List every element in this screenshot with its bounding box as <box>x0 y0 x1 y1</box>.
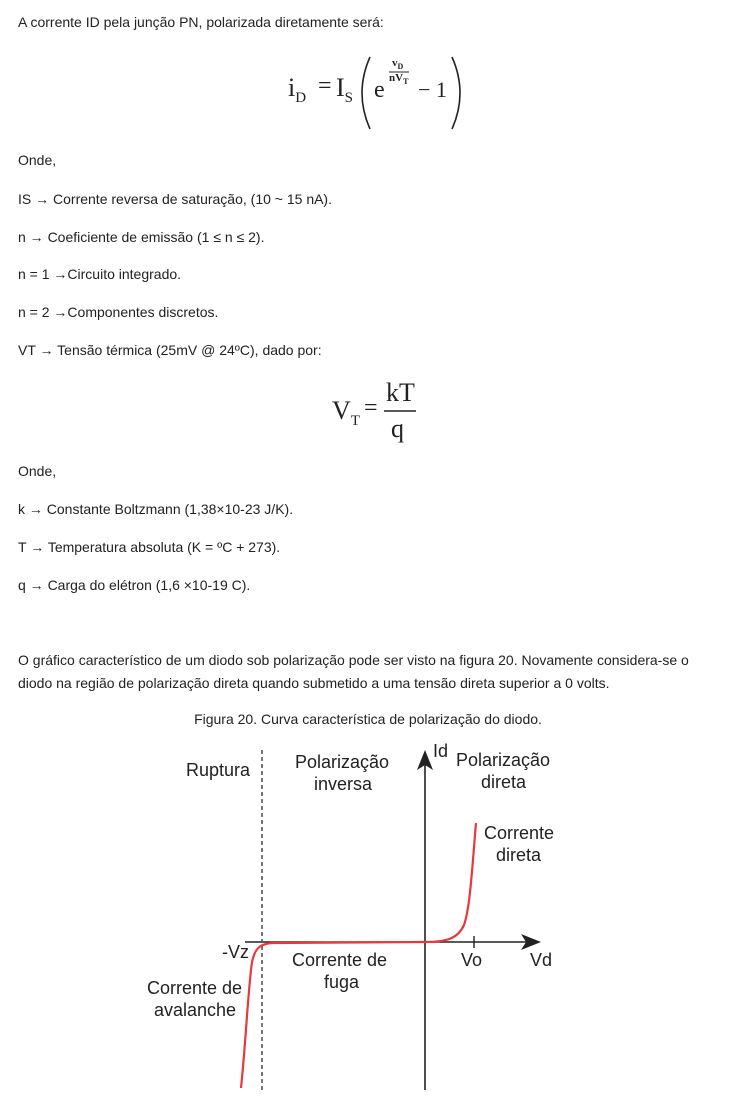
label-corrente-avalanche-1: Corrente de <box>147 978 243 998</box>
figure-caption: Figura 20. Curva característica de polarização do diodo. <box>194 711 542 727</box>
eq1-lhs-sub: D <box>295 90 307 107</box>
n-definition: n → Coeficiente de emissão (1 ≤ n ≤ 2). <box>18 229 265 245</box>
eq1-den: nV <box>389 72 404 84</box>
label-vz: -Vz <box>222 942 249 962</box>
eq1-minus-one: − 1 <box>418 77 447 102</box>
label-corrente-direta-2: direta <box>496 845 542 865</box>
label-polarizacao-inversa-2: inversa <box>314 774 373 794</box>
label-id: Id <box>433 741 449 761</box>
eq1-e: e <box>374 77 385 103</box>
t-definition: T → Temperatura absoluta (K = ºC + 273). <box>18 539 281 555</box>
eq1-den-sub: T <box>403 77 409 87</box>
eq2-equals: = <box>364 395 378 421</box>
label-vd: Vd <box>530 950 553 970</box>
label-corrente-direta-1: Corrente <box>484 823 555 843</box>
eq2-num: kT <box>386 378 415 407</box>
k-definition: k → Constante Boltzmann (1,38×10-23 J/K). <box>18 501 294 517</box>
eq1-equals: = <box>318 73 332 99</box>
eq1-lhs: i <box>288 73 296 102</box>
eq1-num: v <box>392 57 398 69</box>
q-definition: q → Carga do elétron (1,6 ×10-19 C). <box>18 577 251 593</box>
label-corrente-fuga-1: Corrente de <box>292 950 388 970</box>
onde-text-1: Onde, <box>18 152 57 168</box>
label-corrente-avalanche-2: avalanche <box>154 1000 237 1020</box>
label-corrente-fuga-2: fuga <box>324 972 360 992</box>
eq1-num-sub: D <box>397 62 404 72</box>
eq1-is: I <box>336 73 345 102</box>
onde-text-2: Onde, <box>18 463 57 479</box>
label-ruptura: Ruptura <box>186 760 251 780</box>
is-definition: IS → Corrente reversa de saturação, (10 ~ 15 nA). <box>18 191 332 207</box>
eq2-lhs: V <box>332 396 351 425</box>
n1-definition: n = 1 →Circuito integrado. <box>18 266 182 282</box>
eq2-lhs-sub: T <box>350 413 360 430</box>
eq2-den: q <box>391 414 404 443</box>
intro-text: A corrente ID pela junção PN, polarizada diretamente será: <box>18 14 384 30</box>
grafico-paragraph: O gráfico característico de um diodo sob polarização pode ser visto na figura 20. Novamente considera-se o diodo na região de polarização direta quando submetido a uma tensão direta superior a 0 volts. <box>18 652 689 691</box>
label-polarizacao-direta-1: Polarização <box>456 750 551 770</box>
vt-definition: VT → Tensão térmica (25mV @ 24ºC), dado por: <box>18 342 322 358</box>
label-polarizacao-inversa-1: Polarização <box>295 752 390 772</box>
n2-definition: n = 2 →Componentes discretos. <box>18 304 219 320</box>
label-polarizacao-direta-2: direta <box>481 772 527 792</box>
eq1-is-sub: S <box>344 90 354 107</box>
label-vo: Vo <box>461 950 483 970</box>
